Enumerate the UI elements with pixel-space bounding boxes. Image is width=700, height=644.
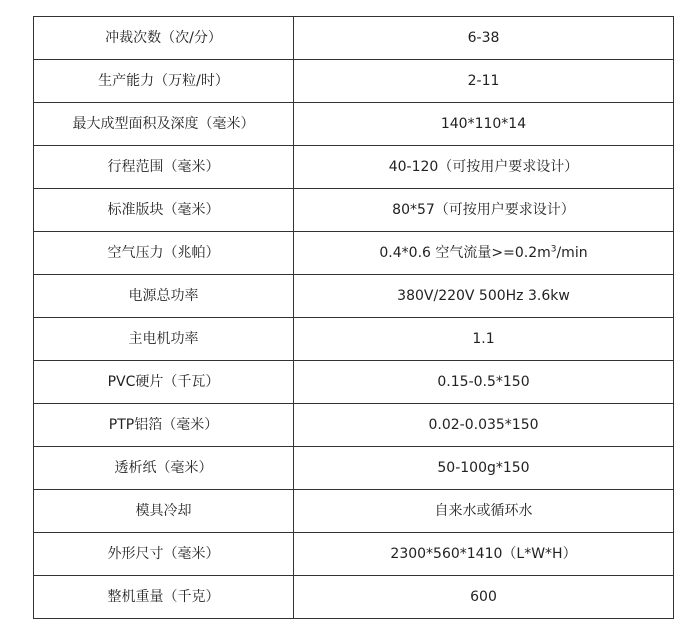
table-row [34,17,674,60]
spec-label: 冲裁次数（次/分） [34,17,294,60]
spec-label: 主电机功率 [34,318,294,361]
table-row [34,232,674,275]
table-row [34,146,674,189]
spec-label: 空气压力（兆帕） [34,232,294,275]
table-row [34,533,674,576]
table-row [34,576,674,619]
superscript: 3 [550,244,557,255]
spec-value: 2-11 [294,60,674,103]
spec-table [33,16,674,619]
spec-value: 50-100g*150 [294,447,674,490]
table-row [34,361,674,404]
spec-value: 140*110*14 [294,103,674,146]
spec-value: 600 [294,576,674,619]
spec-value: 380V/220V 500Hz 3.6kw [294,275,674,318]
table-row [34,60,674,103]
table-row [34,404,674,447]
spec-value: 40-120（可按用户要求设计） [294,146,674,189]
spec-label: PVC硬片（千瓦） [34,361,294,404]
table-row [34,189,674,232]
spec-label: 最大成型面积及深度（毫米） [34,103,294,146]
table-row [34,447,674,490]
spec-value-unit: /min [556,245,588,261]
spec-label: 整机重量（千克） [34,576,294,619]
spec-value: 0.15-0.5*150 [294,361,674,404]
table-row [34,103,674,146]
spec-value: 1.1 [294,318,674,361]
table-row [34,490,674,533]
spec-value: 6-38 [294,17,674,60]
table-row [34,275,674,318]
spec-label: 模具冷却 [34,490,294,533]
spec-label: PTP铝箔（毫米） [34,404,294,447]
spec-value: 自来水或循环水 [294,490,674,533]
spec-value: 0.02-0.035*150 [294,404,674,447]
spec-value: 2300*560*1410（L*W*H） [294,533,674,576]
spec-label: 生产能力（万粒/时） [34,60,294,103]
spec-label: 外形尺寸（毫米） [34,533,294,576]
spec-label: 电源总功率 [34,275,294,318]
spec-value-text: 0.4*0.6 空气流量>=0.2m [379,245,551,261]
spec-value: 80*57（可按用户要求设计） [294,189,674,232]
table-row [34,318,674,361]
spec-value [294,232,674,275]
spec-label: 行程范围（毫米） [34,146,294,189]
spec-label: 透析纸（毫米） [34,447,294,490]
spec-label: 标准版块（毫米） [34,189,294,232]
